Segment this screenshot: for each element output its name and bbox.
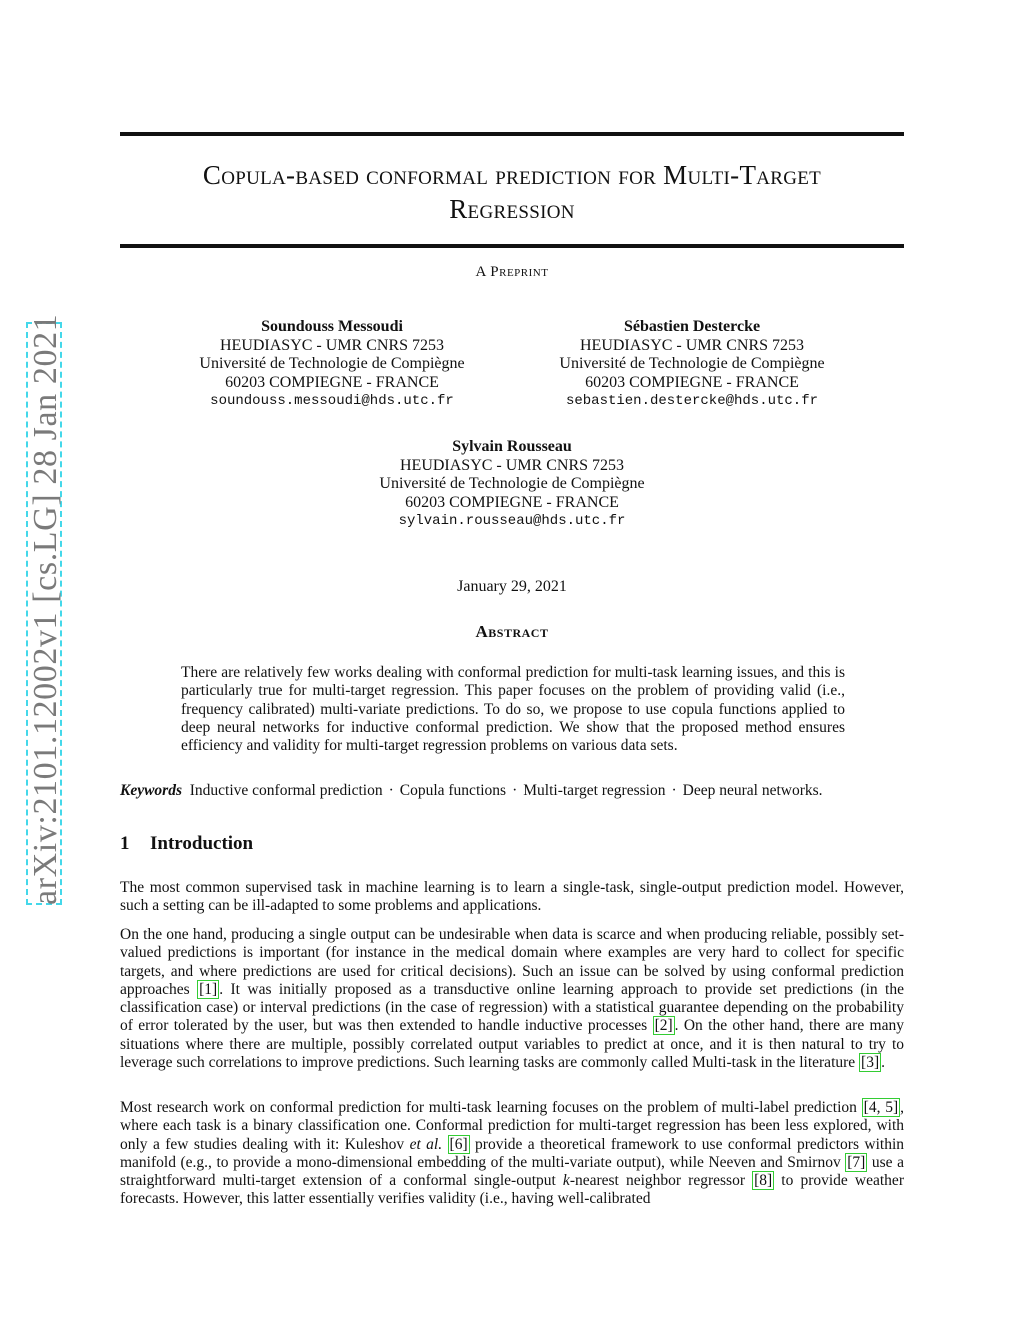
title-line-2: Regression — [449, 194, 575, 224]
text-run-italic: et al. — [409, 1135, 443, 1153]
citation-link[interactable]: [8] — [754, 1172, 773, 1190]
author-address: 60203 COMPIEGNE - FRANCE — [405, 493, 619, 511]
keyword-item: Deep neural networks. — [682, 782, 823, 799]
text-run: use a straightforward multi-target extension of a conformal single-output — [120, 1153, 905, 1190]
abstract-text: There are relatively few works dealing with conformal prediction for multi-task learning issues, and this is particularly true for multi-target regression. This paper focuses on the problem of providing valid (i.e., frequency calibrated) multi-variate predictions. To do so, we propose to use copula functions applied to deep neural networks for inductive conformal prediction. We show that the proposed method ensures efficiency and validity for multi-target regression problems on various data sets. — [181, 664, 845, 755]
citation-link[interactable]: [6] — [449, 1135, 468, 1153]
author-block — [352, 438, 672, 531]
text-run — [442, 1136, 447, 1153]
abstract-heading: Abstract — [475, 622, 549, 641]
paper-date: January 29, 2021 — [457, 578, 567, 595]
section-heading — [120, 833, 253, 855]
text-run: , where each task is a binary classification one. Conformal prediction for multi-target regression has been less explored, with only a few studies dealing with it: Kuleshov — [120, 1099, 904, 1153]
author-name: Sébastien Destercke — [623, 318, 761, 335]
text-run: . — [881, 1054, 885, 1072]
paper-title — [120, 158, 904, 226]
intro-paragraph-2 — [120, 926, 904, 1072]
title-line-1: Copula-based conformal prediction for Multi-Target — [202, 160, 822, 190]
intro-paragraph-1: The most common supervised task in machine learning is to learn a single-task, single-output prediction model. However, such a setting can be ill-adapted to some problems and applications. — [120, 879, 904, 915]
math-variable: k — [562, 1172, 570, 1190]
text-run: -nearest neighbor regressor — [569, 1172, 753, 1190]
author-lab: HEUDIASYC - UMR CNRS 7253 — [399, 456, 625, 474]
text-run: . It was initially proposed as a transductive online learning approach to provide set predictions (in the classification case) or interval predictions (in the case of regression) with a statistical guarantee depending on the probability of error tolerated by the user, but was then extended to handle inductive processes — [120, 980, 904, 1035]
author-university: Université de Technologie de Compiègne — [379, 475, 645, 492]
keywords-label: Keywords — [120, 782, 182, 799]
keyword-item: Copula functions — [399, 782, 507, 799]
author-university: Université de Technologie de Compiègne — [199, 355, 465, 372]
text-run: to provide weather forecasts. However, this latter essentially verifies validity (i.e., having well-calibrated — [120, 1172, 904, 1208]
author-address: 60203 COMPIEGNE - FRANCE — [225, 373, 439, 391]
title-top-rule — [120, 132, 904, 136]
author-email[interactable]: sylvain.rousseau@hds.utc.fr — [398, 513, 626, 529]
text-run: On the one hand, producing a single output can be undesirable when data is scarce and when producing reliable, possibly set-valued predictions is important (for instance in the medical domain where examples are very hard to collect for specific targets, and where predictions are used for critical decisions). Such an issue can be solved by using conformal prediction approaches — [120, 926, 904, 998]
author-lab: HEUDIASYC - UMR CNRS 7253 — [579, 336, 805, 354]
author-email[interactable]: sebastien.destercke@hds.utc.fr — [565, 393, 819, 409]
author-name: Soundouss Messoudi — [261, 318, 403, 335]
text-run: . On the other hand, there are many situations where there are multiple, possibly correlated output variables to predict at once, and it is then natural to try to leverage such correlations to improve predictions. Such learning tasks are commonly called Multi-task in the literature — [120, 1017, 904, 1072]
citation-link[interactable]: [3] — [861, 1054, 880, 1072]
section-title: Introduction — [150, 833, 254, 854]
keyword-separator: · — [512, 782, 518, 799]
keyword-item: Inductive conformal prediction — [189, 782, 383, 799]
preprint-label: A Preprint — [475, 264, 549, 280]
citation-link[interactable]: [1] — [199, 980, 218, 998]
text-run: provide a theoretical framework to use conformal predictors within manifold (e.g., to provide a mono-dimensional embedding of the multi-variate output), while Neeven and Smirnov — [120, 1135, 905, 1171]
keyword-separator: · — [388, 782, 394, 799]
citation-link[interactable]: [7] — [847, 1153, 866, 1171]
author-university: Université de Technologie de Compiègne — [559, 355, 825, 372]
arxiv-side-stamp[interactable]: arXiv:2101.12002v1 [cs.LG] 28 Jan 2021 — [27, 313, 64, 905]
title-bottom-rule — [120, 244, 904, 248]
author-email[interactable]: soundouss.messoudi@hds.utc.fr — [210, 393, 454, 409]
citation-link[interactable]: [4, 5] — [863, 1099, 899, 1116]
author-block — [532, 318, 852, 411]
section-number: 1 — [120, 833, 130, 854]
author-address: 60203 COMPIEGNE - FRANCE — [585, 373, 799, 391]
intro-paragraph-3 — [120, 1099, 904, 1209]
author-lab: HEUDIASYC - UMR CNRS 7253 — [219, 336, 445, 354]
keywords-line — [120, 781, 904, 800]
author-name: Sylvain Rousseau — [452, 438, 572, 455]
keyword-item: Multi-target regression — [523, 782, 666, 799]
keyword-separator: · — [671, 782, 677, 799]
text-run: Most research work on conformal prediction for multi-task learning focuses on the problem of multi-label prediction — [120, 1099, 862, 1116]
author-block — [172, 318, 492, 411]
citation-link[interactable]: [2] — [654, 1017, 673, 1035]
